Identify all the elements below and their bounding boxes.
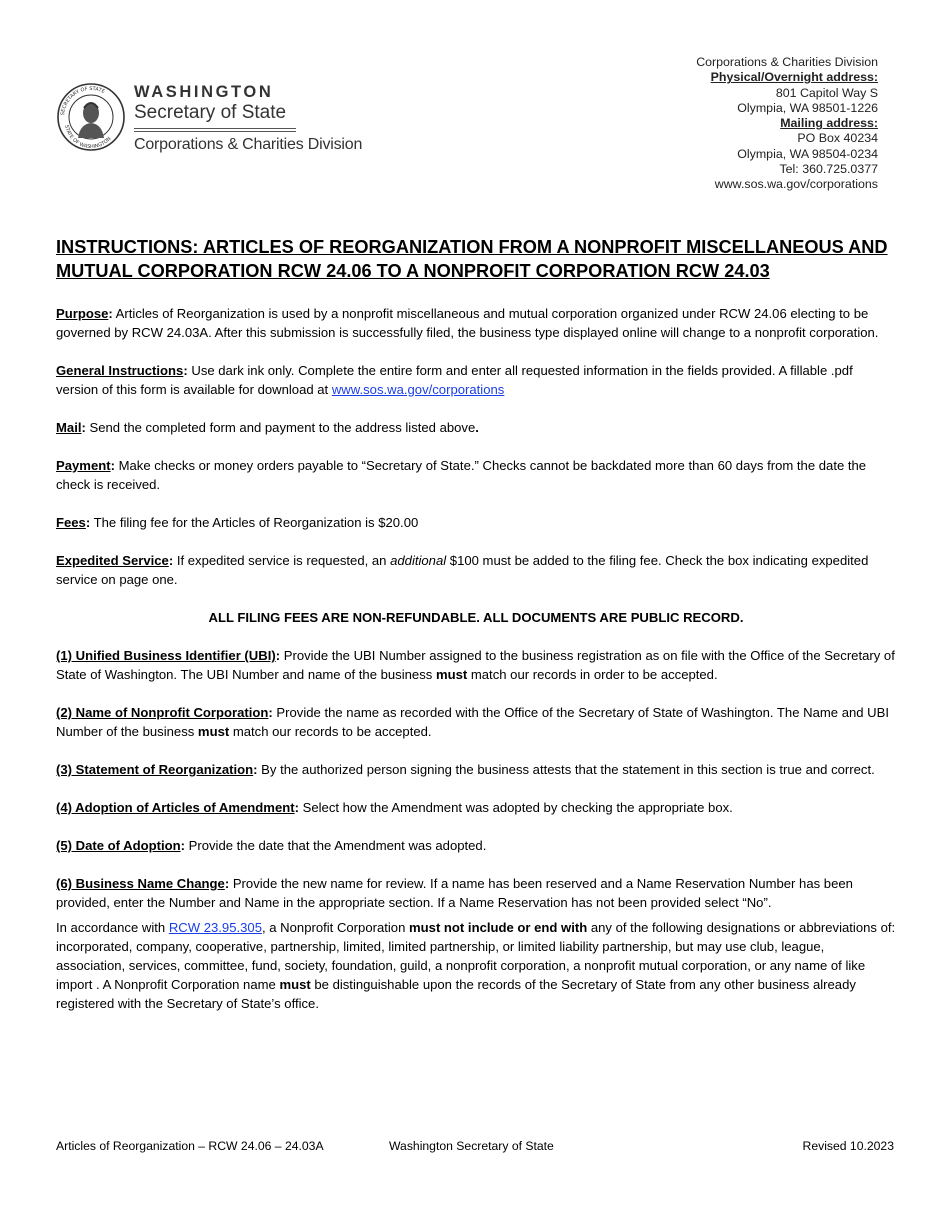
- telephone: Tel: 360.725.0377: [779, 162, 878, 177]
- general-instructions-label: General Instructions: [56, 363, 184, 378]
- name-text-after: match our records to be accepted.: [229, 724, 432, 739]
- ubi-text-after: match our records in order to be accepted.: [467, 667, 718, 682]
- address-division: Corporations & Charities Division: [696, 55, 878, 69]
- statement-label: (3) Statement of Reorganization: [56, 762, 254, 777]
- accordance-paragraph: [56, 918, 896, 1013]
- page-title: INSTRUCTIONS: ARTICLES OF REORGANIZATION FROM A NONPROFIT MISCELLANEOUS AND MUTUAL CORPORATION RCW 24.06 TO A NONPROFIT CORPORATION RCW 24.03: [56, 237, 888, 281]
- payment-text: Make checks or money orders payable to “Secretary of State.” Checks cannot be backdated more than 60 days from the date the check is received.: [56, 458, 867, 492]
- purpose-label: Purpose: [56, 306, 109, 321]
- ubi-text: Provide the UBI Number assigned to the business registration as on file with the Office of the Secretary of State of Washington. The UBI Number and name of the business: [56, 648, 895, 682]
- logo-office: Secretary of State: [134, 102, 287, 123]
- accordance-text3: any of the following designations or abbreviations of: incorporated, company, cooperative, partnership, limited, limited partnership, or limited liability partnership, but may use club, league, association, services, committee, fund, society, foundation, guild, a nonprofit corporation, a nonprofit mutual corporation, or any name of like import . A Nonprofit Corporation name: [56, 920, 896, 992]
- purpose-paragraph: Purpose: Articles of Reorganization is used by a nonprofit miscellaneous and mutual corporation organized under RCW 24.06 electing to be governed by RCW 24.03A. After this submission is successfully filed, the business type displayed online will change to a nonprofit corporation.: [56, 306, 879, 340]
- logo-state: WASHINGTON: [134, 83, 274, 101]
- fees-text: The filing fee for the Articles of Reorganization is $20.00: [90, 515, 419, 530]
- name-paragraph: (2) Name of Nonprofit Corporation: Provide the name as recorded with the Office of the Secretary of State of Washington. The Name and UBI Number of the business must match our records to be accepted.: [56, 705, 889, 739]
- physical-address-line1: 801 Capitol Way S: [775, 85, 878, 100]
- accordance-text1: In accordance with: [56, 920, 169, 935]
- namechange-paragraph: (6) Business Name Change: Provide the new name for review. If a name has been reserved and a Name Reservation Number has been provided, enter the Number and Name in the appropriate section. If a Name Reservation has not been provided select “No”.: [56, 876, 853, 910]
- state-seal-icon: [56, 82, 126, 152]
- footer-form-name: Articles of Reorganization – RCW 24.06 – 24.03A: [56, 1139, 324, 1153]
- adoption-text: Select how the Amendment was adopted by checking the appropriate box.: [298, 800, 733, 815]
- name-label: (2) Name of Nonprofit Corporation: [56, 705, 269, 720]
- name-text: Provide the name as recorded with the Office of the Secretary of State of Washington. The Name and UBI Number of the business: [56, 705, 889, 739]
- date-paragraph: (5) Date of Adoption: Provide the date that the Amendment was adopted.: [56, 838, 487, 853]
- physical-address-label: Physical/Overnight address:: [710, 70, 878, 85]
- mail-paragraph: Mail: Send the completed form and payment to the address listed above.: [56, 420, 479, 435]
- logo-division: Corporations & Charities Division: [134, 136, 363, 153]
- adoption-paragraph: (4) Adoption of Articles of Amendment: Select how the Amendment was adopted by checking the appropriate box.: [56, 800, 733, 815]
- sos-corporations-link[interactable]: www.sos.wa.gov/corporations: [331, 382, 505, 397]
- instructions-body: [56, 304, 896, 1032]
- fees-label: Fees: [56, 515, 86, 530]
- expedited-text-after: $100 must be added to the filing fee. Check the box indicating expedited service on page one.: [56, 553, 869, 587]
- fees-paragraph: Fees: The filing fee for the Articles of Reorganization is $20.00: [56, 515, 419, 530]
- mail-text: Send the completed form and payment to the address listed above: [85, 420, 476, 435]
- mailing-address-line2: Olympia, WA 98504-0234: [737, 146, 878, 161]
- website: www.sos.wa.gov/corporations: [714, 177, 878, 192]
- statement-text: By the authorized person signing the business attests that the statement in this section is true and correct.: [257, 762, 875, 777]
- mail-label: Mail: [56, 420, 82, 435]
- footer-agency: Washington Secretary of State: [389, 1139, 554, 1153]
- mailing-address-label: Mailing address:: [780, 116, 878, 131]
- accordance-emphasis2: must: [279, 977, 311, 992]
- namechange-label: (6) Business Name Change: [56, 876, 225, 891]
- expedited-paragraph: Expedited Service: If expedited service is requested, an additional $100 must be added to the filing fee. Check the box indicating expedited service on page one.: [56, 553, 869, 587]
- expedited-text: If expedited service is requested, an: [173, 553, 391, 568]
- namechange-text: Provide the new name for review. If a name has been reserved and a Name Reservation Number has been provided, enter the Number and Name in the appropriate section. If a Name Reservation has not been provided select “No”.: [56, 876, 853, 910]
- name-emphasis: must: [197, 724, 230, 739]
- rcw-23-95-305-link[interactable]: RCW 23.95.305: [168, 920, 262, 935]
- ubi-paragraph: (1) Unified Business Identifier (UBI): Provide the UBI Number assigned to the business registration as on file with the Office of the Secretary of State of Washington. The UBI Number and name of the business must match our records in order to be accepted.: [56, 648, 895, 682]
- expedited-italic: additional: [390, 553, 447, 568]
- purpose-text: Articles of Reorganization is used by a nonprofit miscellaneous and mutual corporation organized under RCW 24.06 electing to be governed by RCW 24.03A. After this submission is successfully filed, the business type displayed online will change to a nonprofit corporation.: [56, 306, 879, 340]
- mailing-address-line1: PO Box 40234: [797, 131, 878, 146]
- accordance-text2: , a Nonprofit Corporation: [261, 920, 410, 935]
- payment-paragraph: Payment: Make checks or money orders payable to “Secretary of State.” Checks cannot be backdated more than 60 days from the date the check is received.: [56, 458, 867, 492]
- ubi-label: (1) Unified Business Identifier (UBI): [56, 648, 276, 663]
- logo-wordmark: [134, 82, 362, 155]
- adoption-label: (4) Adoption of Articles of Amendment: [56, 800, 295, 815]
- payment-label: Payment: [56, 458, 111, 473]
- physical-address-line2: Olympia, WA 98501-1226: [737, 100, 878, 115]
- date-text: Provide the date that the Amendment was adopted.: [185, 838, 487, 853]
- statement-paragraph: (3) Statement of Reorganization: By the authorized person signing the business attests that the statement in this section is true and correct.: [56, 762, 875, 777]
- wa-sos-logo: [56, 82, 386, 160]
- svg-text:STATE OF WASHINGTON: STATE OF WASHINGTON: [63, 124, 113, 151]
- logo-divider: [134, 131, 296, 132]
- accordance-text4: be distinguishable upon the records of the Secretary of State from any other business already registered with the Secretary of State’s office.: [56, 977, 856, 1011]
- general-instructions-paragraph: General Instructions: Use dark ink only. Complete the entire form and enter all requested information in the fields provided. A fillable .pdf version of this form is available for download at www.sos.wa.gov/corporations: [56, 363, 853, 397]
- footer-revision: Revised 10.2023: [802, 1139, 894, 1153]
- ubi-emphasis: must: [435, 667, 468, 682]
- general-instructions-text: Use dark ink only. Complete the entire form and enter all requested information in the fields provided. A fillable .pdf version of this form is available for download at: [56, 363, 853, 397]
- expedited-label: Expedited Service: [56, 553, 169, 568]
- mail-period: .: [475, 420, 479, 435]
- svg-text:SECRETARY OF STATE: SECRETARY OF STATE: [60, 85, 106, 116]
- date-label: (5) Date of Adoption: [56, 838, 181, 853]
- address-block: [696, 55, 878, 193]
- accordance-emphasis1: must not include or end with: [409, 920, 588, 935]
- logo-divider: [134, 128, 296, 129]
- fees-notice: ALL FILING FEES ARE NON-REFUNDABLE. ALL DOCUMENTS ARE PUBLIC RECORD.: [208, 610, 744, 625]
